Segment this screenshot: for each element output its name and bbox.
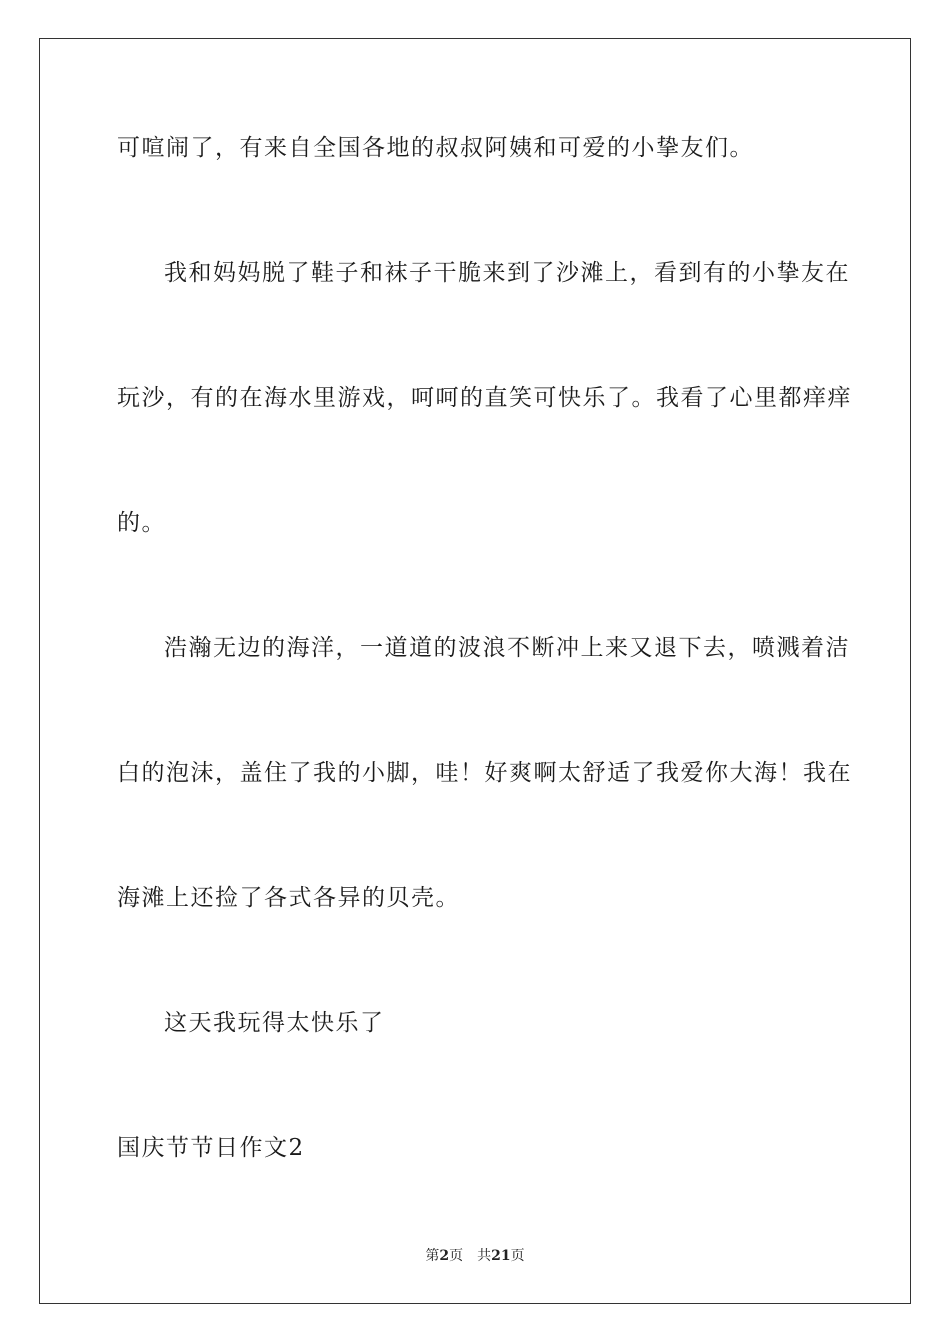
- body-line-6: 白的泡沫，盖住了我的小脚，哇！好爽啊太舒适了我爱你大海！我在: [117, 760, 852, 786]
- page-number: 2: [439, 1248, 450, 1264]
- total-pages: 21: [491, 1248, 511, 1264]
- body-line-4: 的。: [117, 510, 166, 536]
- page-prefix: 第: [425, 1248, 440, 1264]
- page-frame: [39, 38, 911, 1304]
- total-suffix: 页: [510, 1248, 525, 1264]
- total-prefix: 共: [477, 1248, 492, 1264]
- page-footer: [0, 1246, 950, 1266]
- body-line-8: 这天我玩得太快乐了: [164, 1010, 385, 1036]
- body-line-7: 海滩上还捡了各式各异的贝壳。: [117, 885, 460, 911]
- page-suffix: 页: [449, 1248, 464, 1264]
- section-heading: 国庆节节日作文2: [117, 1135, 305, 1161]
- body-line-5: 浩瀚无边的海洋，一道道的波浪不断冲上来又退下去，喷溅着洁: [164, 635, 850, 661]
- body-line-2: 我和妈妈脱了鞋子和袜子干脆来到了沙滩上，看到有的小挚友在: [164, 260, 850, 286]
- body-line-1: 可喧闹了，有来自全国各地的叔叔阿姨和可爱的小挚友们。: [117, 135, 754, 161]
- body-line-3: 玩沙，有的在海水里游戏，呵呵的直笑可快乐了。我看了心里都痒痒: [117, 385, 852, 411]
